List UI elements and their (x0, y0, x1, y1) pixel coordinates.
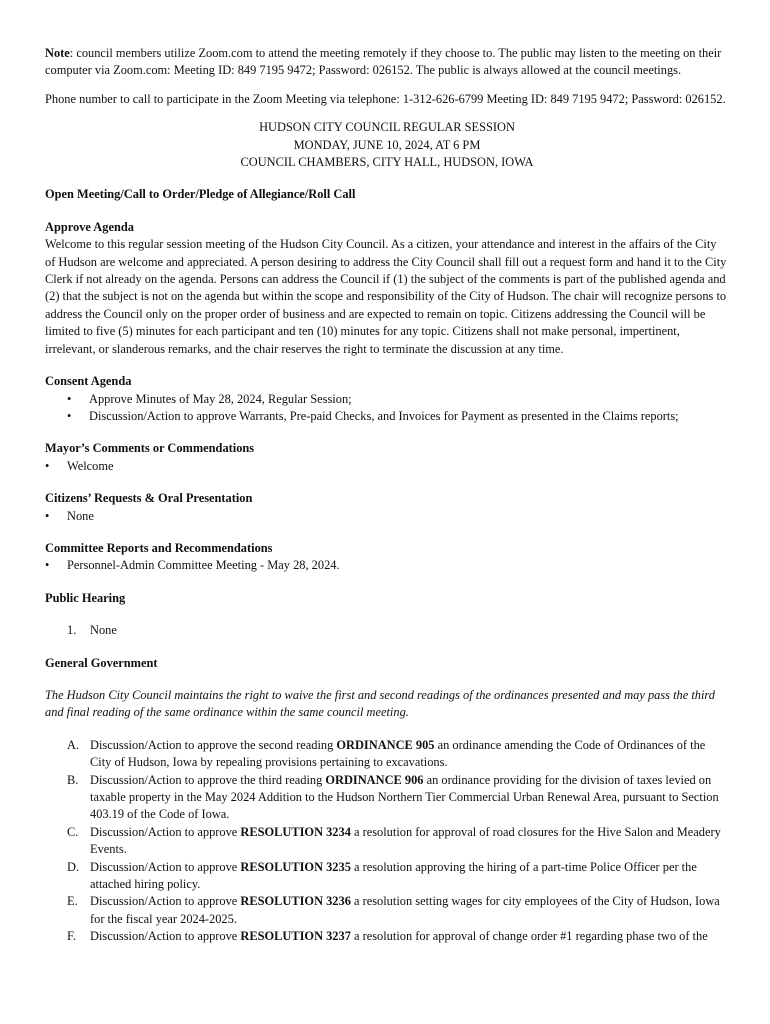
item-pre: Discussion/Action to approve the second reading (90, 737, 337, 752)
item-pre: Discussion/Action to approve (90, 824, 241, 839)
list-item-text (90, 737, 729, 772)
item-post: a resolution for approval of road closures for the Hive Salon and Meadery Events. (90, 824, 721, 857)
item-post: a resolution setting wages for city employees of the City of Hudson, Iowa for the fiscal year 2024-2025. (90, 894, 720, 926)
note-text: : council members utilize Zoom.com to attend the meeting remotely if they choose to. The public may listen to the meeting on their computer via Zoom.com: Meeting ID: 849 7195 9472; Password: 026152. The public is always allowed at the council meetings. (45, 46, 722, 78)
item-bold: RESOLUTION 3236 (240, 894, 351, 909)
phone-info: Phone number to call to participate in the Zoom Meeting via telephone: 1-312-626-6799 Meeting ID: 849 7195 9472; Password: 026152. (45, 91, 726, 106)
item-post: an ordinance providing for the division of taxes levied on taxable property in the May 2024 Addition to the Hudson Northern Tier Commercial Urban Renewal Area, pursuant to Section 403.19 of the Code of Iowa. (90, 772, 719, 822)
list-marker: E. (67, 894, 78, 909)
citizens-heading (45, 490, 729, 507)
meeting-header (45, 119, 729, 171)
header-line-2: MONDAY, JUNE 10, 2024, AT 6 PM (293, 137, 481, 152)
list-item-text (90, 859, 729, 894)
list-item (45, 824, 729, 859)
item-bold: ORDINANCE 906 (325, 772, 424, 787)
citizens-item-text: None (67, 508, 94, 523)
list-marker: B. (67, 772, 79, 787)
public-hearing-item-text: None (90, 623, 117, 638)
note-label: Note (45, 46, 70, 60)
list-item-text (90, 928, 708, 945)
item-pre: Discussion/Action to approve (90, 859, 241, 874)
list-item (45, 859, 729, 894)
general-government-title: General Government (45, 655, 158, 670)
item-post: a resolution for approval of change order #1 regarding phase two of the (350, 929, 708, 944)
item-post: a resolution approving the hiring of a part-time Police Officer per the attached hiring policy. (90, 859, 697, 892)
item-bold: RESOLUTION 3234 (240, 824, 351, 839)
item-pre: Discussion/Action to approve (90, 894, 241, 909)
consent-item (45, 408, 729, 425)
item-pre: Discussion/Action to approve (90, 929, 241, 944)
header-line-3: COUNCIL CHAMBERS, CITY HALL, HUDSON, IOWA (240, 155, 534, 170)
list-marker: C. (67, 824, 79, 839)
mayor-item (45, 458, 729, 475)
bullet-icon: • (67, 391, 72, 406)
list-item (45, 893, 729, 928)
public-hearing-item (45, 622, 729, 639)
consent-item-text: Discussion/Action to approve Warrants, Pre-paid Checks, and Invoices for Payment as presented in the Claims reports; (89, 408, 679, 423)
committee-item-text: Personnel-Admin Committee Meeting - May 28, 2024. (67, 558, 340, 573)
item-bold: RESOLUTION 3235 (240, 859, 351, 874)
public-hearing-title: Public Hearing (45, 590, 126, 605)
header-line-1: HUDSON CITY COUNCIL REGULAR SESSION (259, 120, 515, 135)
item-bold: ORDINANCE 905 (336, 737, 435, 752)
public-hearing-heading (45, 590, 729, 607)
list-marker: D. (67, 859, 80, 874)
open-meeting-heading (45, 186, 729, 203)
committee-item (45, 557, 729, 574)
mayor-item-text: Welcome (67, 458, 114, 473)
zoom-note (45, 45, 729, 80)
general-government-list (45, 737, 729, 946)
approve-agenda-text: Welcome to this regular session meeting of the Hudson City Council. As a citizen, your attendance and interest in the affairs of the City of Hudson are welcome and appreciated. A person desiring to address the City Council shall fill out a request form and hand it to the City Clerk if not already on the agenda. Persons can address the Council if (1) the subject of the comments is part of the published agenda and (2) that the subject is not on the agenda but within the scope and responsibility of the City of Hudson. The chair will recognize persons to address the Council only on the proper order of business and are expected to remain on topic. Citizens addressing the Council will be limited to five (5) minutes for each participant and ten (10) minutes for any topic. Citizens shall not make personal, impertinent, irrelevant, or slanderous remarks, and the chair reserves the right to terminate the discussion at any time. (45, 237, 727, 356)
committee-heading (45, 540, 729, 557)
consent-agenda-title: Consent Agenda (45, 374, 132, 389)
citizens-title: Citizens’ Requests & Oral Presentation (45, 491, 253, 506)
general-government-note: The Hudson City Council maintains the right to waive the first and second readings of the ordinances presented and may pass the third and final reading of the same ordinance within the same council meeting. (45, 687, 715, 720)
item-pre: Discussion/Action to approve the third reading (90, 772, 326, 787)
item-bold: RESOLUTION 3237 (240, 929, 351, 944)
consent-item (45, 391, 729, 408)
list-item-text (90, 824, 729, 859)
citizens-item (45, 508, 729, 525)
list-item-text (90, 772, 729, 824)
mayor-heading (45, 440, 729, 457)
approve-agenda-title: Approve Agenda (45, 219, 134, 234)
bullet-icon: • (45, 508, 50, 523)
list-item (45, 737, 729, 772)
approve-agenda-heading (45, 219, 729, 236)
list-item (45, 772, 729, 824)
consent-item-text: Approve Minutes of May 28, 2024, Regular Session; (89, 391, 352, 406)
consent-agenda-heading (45, 373, 729, 390)
list-marker: A. (67, 737, 80, 752)
list-marker: 1. (67, 623, 77, 638)
committee-title: Committee Reports and Recommendations (45, 540, 273, 555)
mayor-title: Mayor’s Comments or Commendations (45, 441, 255, 456)
bullet-icon: • (45, 458, 50, 473)
list-marker: F. (67, 929, 76, 944)
general-government-heading (45, 655, 729, 672)
bullet-icon: • (45, 558, 50, 573)
agenda-content (45, 45, 729, 946)
bullet-icon: • (67, 408, 72, 423)
item-post: an ordinance amending the Code of Ordinances of the City of Hudson, Iowa by repealing provisions pertaining to excavations. (90, 737, 706, 770)
open-meeting-text: Open Meeting/Call to Order/Pledge of Allegiance/Roll Call (45, 187, 356, 202)
list-item (45, 928, 729, 945)
list-item-text (90, 893, 729, 928)
